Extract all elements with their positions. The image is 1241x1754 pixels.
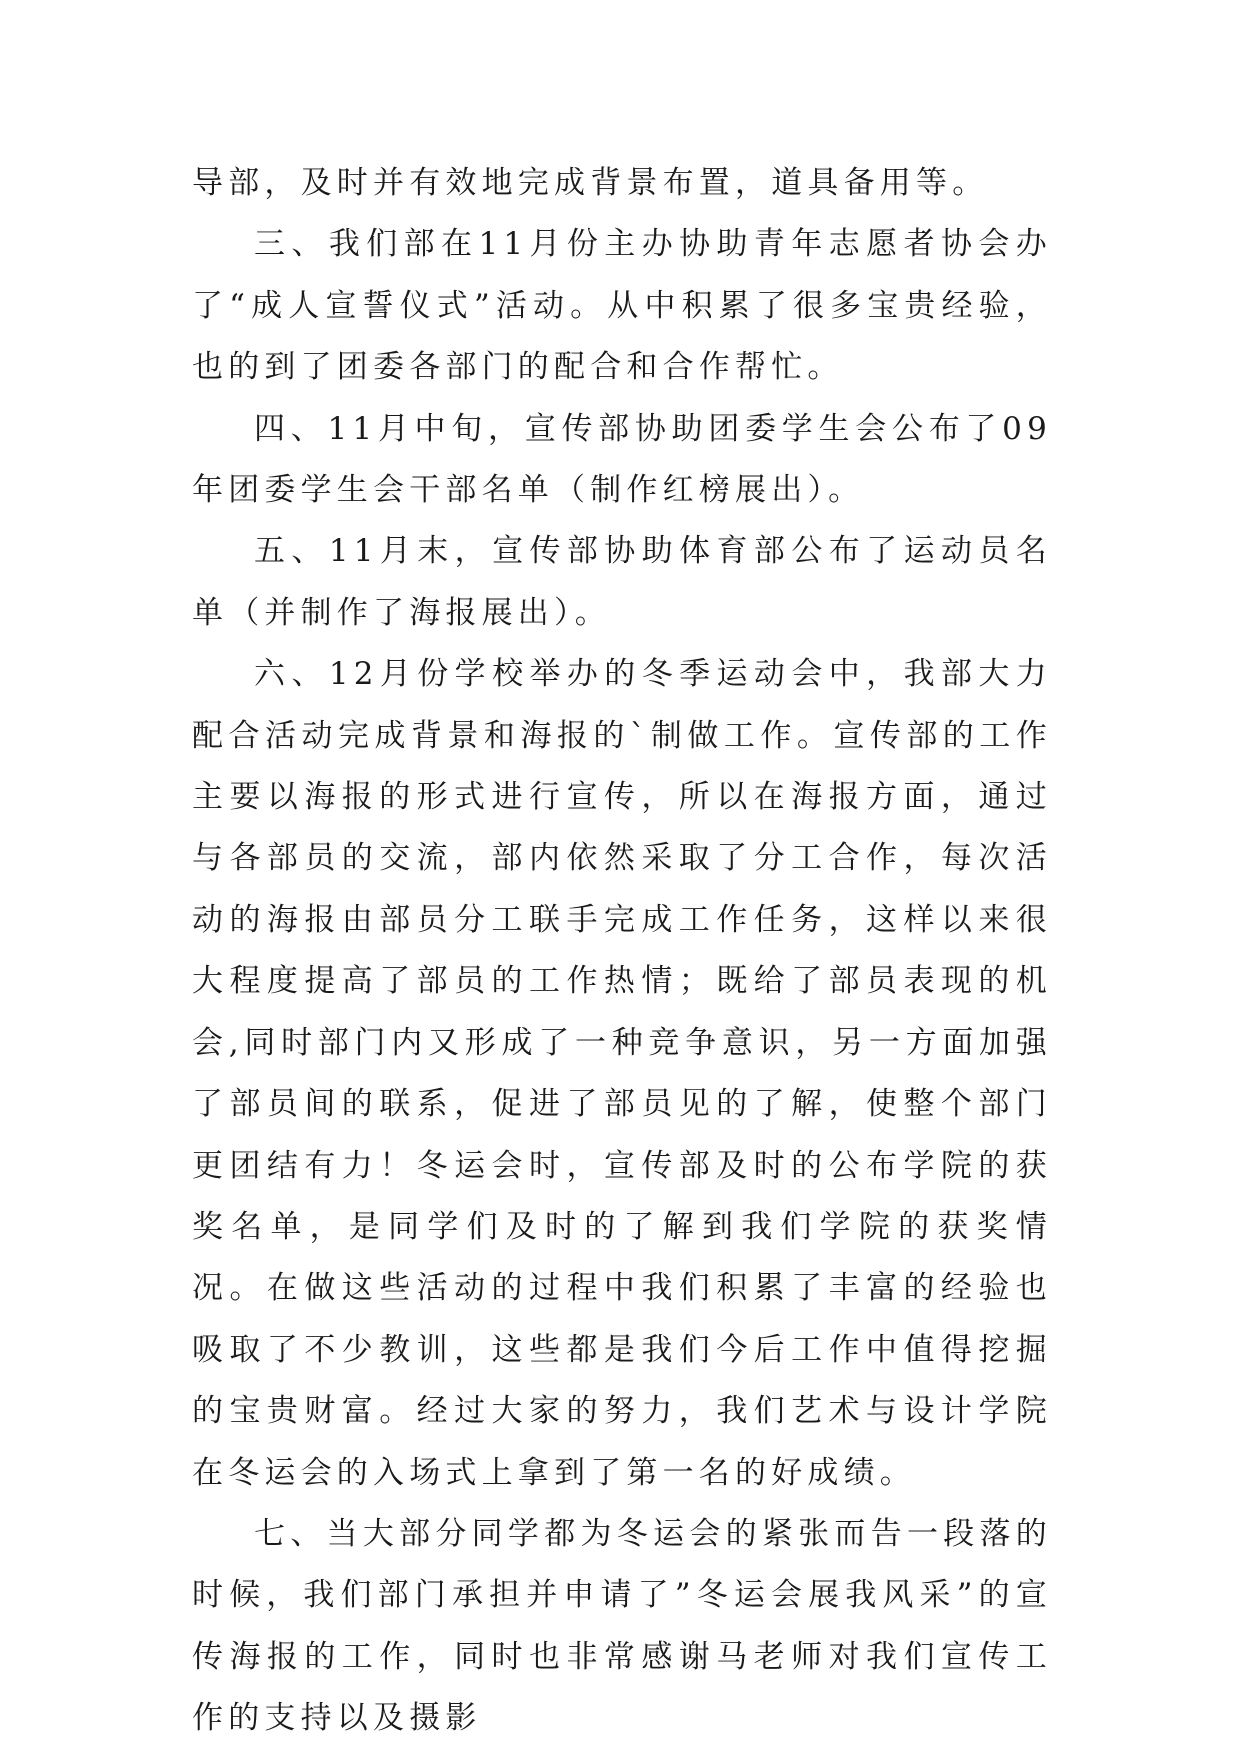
paragraph-item-4: 四、11月中旬，宣传部协助团委学生会公布了09年团委学生会干部名单（制作红榜展出）。: [192, 410, 1052, 509]
paragraph-item-5: 五、11月末，宣传部协助体育部公布了运动员名单（并制作了海报展出）。: [192, 533, 1052, 631]
paragraph-item-3: 三、我们部在11月份主办协助青年志愿者协会办了“成人宣誓仪式”活动。从中积累了很多宝贵经验，也的到了团委各部门的配合和合作帮忙。: [192, 226, 1052, 386]
paragraph-item-6: 六、12月份学校举办的冬季运动会中，我部大力配合活动完成背景和海报的`制做工作。宣传部的工作主要以海报的形式进行宣传，所以在海报方面，通过与各部员的交流，部内依然采取了分工合作，每次活动的海报由部员分工联手完成工作任务，这样以来很大程度提高了部员的工作热情；既给了部员表现的机会,同时部门内又形成了一种竞争意识，另一方面加强了部员间的联系，促进了部员见的了解，使整个部门更团结有力！冬运会时，宣传部及时的公布学院的获奖名单，是同学们及时的了解到我们学院的获奖情况。在做这些活动的过程中我们积累了丰富的经验也吸取了不少教训，这些都是我们今后工作中值得挖掘的宝贵财富。经过大家的努力，我们艺术与设计学院在冬运会的入场式上拿到了第一名的好成绩。: [192, 656, 1052, 1491]
paragraph-continuation: 导部，及时并有效地完成背景布置，道具备用等。: [192, 165, 989, 201]
document-body: [192, 153, 1052, 1750]
paragraph-item-7: 七、当大部分同学都为冬运会的紧张而告一段落的时候，我们部门承担并申请了”冬运会展我风采”的宣传海报的工作，同时也非常感谢马老师对我们宣传工作的支持以及摄影: [192, 1515, 1052, 1737]
